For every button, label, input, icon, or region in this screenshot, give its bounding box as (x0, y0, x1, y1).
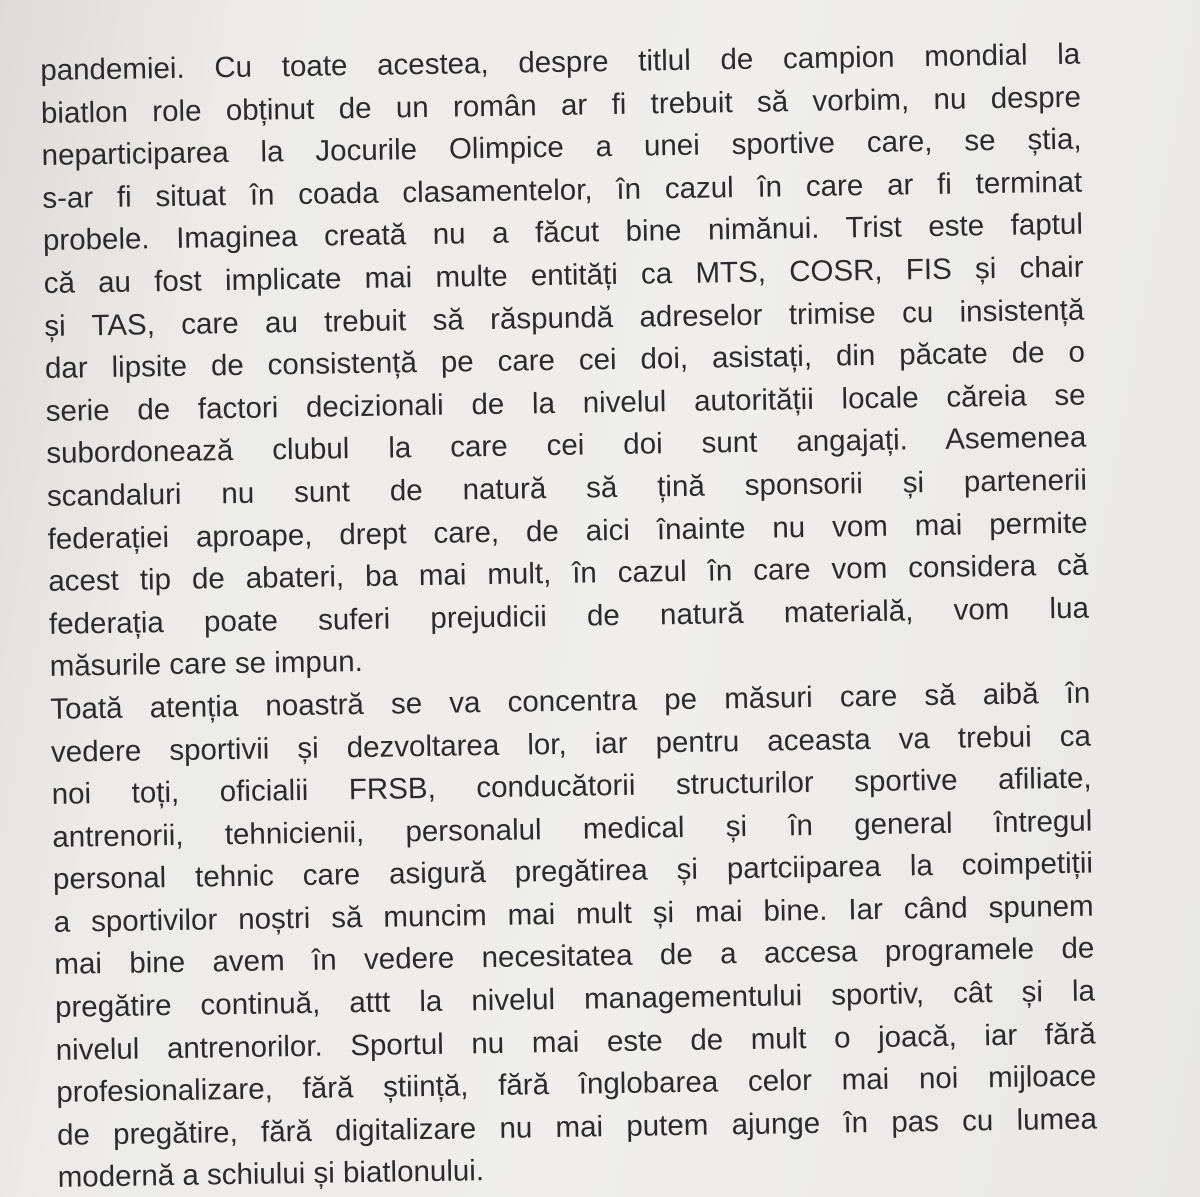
text-line: biatlon role obținut de un român ar fi trebuit să vorbim, nu despre (40, 80, 1082, 130)
text-line: de pregătire, fără digitalizare nu mai putem ajunge în pas cu lumea (56, 1102, 1098, 1152)
text-line: serie de factori decizionali de la nivelul autorității locale căreia se (45, 378, 1086, 428)
body-text (40, 34, 1098, 1197)
text-line: federației aproape, drept care, de aici înainte nu vom mai permite (47, 506, 1088, 556)
text-line: acest tip de abateri, ba mai mult, în cazul în care vom considera că (48, 548, 1089, 599)
text-line: pregătire continuă, attt la nivelul managementului sportiv, cât și la (54, 974, 1096, 1024)
text-line: personal tehnic care asigură pregătirea și partciiparea la coimpetiții (52, 846, 1094, 897)
text-line: scandaluri nu sunt de natură să țină sponsorii și partenerii (46, 463, 1088, 513)
text-line: a sportivilor noștri să muncim mai mult și mai bine. Iar când spunem (53, 889, 1094, 939)
text-line: și TAS, care au trebuit să răspundă adreselor trimise cu insistență (44, 293, 1085, 343)
text-line: s-ar fi situat în coada clasamentelor, în cazul în care ar fi terminat (42, 165, 1083, 215)
paragraph-2 (50, 672, 1098, 1197)
text-line: probele. Imaginea creată nu a făcut bine nimănui. Trist este faptul (42, 208, 1084, 258)
paragraph-1 (40, 34, 1090, 689)
text-line: măsurile care se impun. (49, 645, 364, 684)
text-line: dar lipsite de consistență pe care cei doi, asistați, din păcate de o (44, 335, 1086, 386)
text-line: Toată atenția noastră se va concentra pe măsuri care să aibă în (50, 676, 1091, 726)
text-line: profesionalizare, fără știință, fără înglobarea celor mai noi mijloace (56, 1059, 1097, 1110)
text-line: că au fost implicate mai multe entități ca MTS, COSR, FIS și chair (43, 250, 1084, 300)
text-line: antrenorii, tehnicienii, personalul medical și în general întregul (52, 804, 1093, 854)
text-line: nivelul antrenorilor. Sportul nu mai este de mult o joacă, iar fără (55, 1017, 1096, 1067)
text-line: modernă a schiului și biatlonului. (57, 1154, 485, 1195)
text-line: neparticiparea la Jocurile Olimpice a unei sportive care, se știa, (41, 122, 1082, 173)
text-line: subordonează clubul la care cei doi sunt angajați. Asemenea (46, 420, 1087, 471)
text-line: noi toți, oficialii FRSB, conducătorii structurilor sportive afiliate, (51, 761, 1092, 811)
text-line: federația poate suferi prejudicii de natură materială, vom lua (48, 591, 1090, 641)
text-line: vedere sportivii și dezvoltarea lor, iar pentru aceasta va trebui ca (50, 719, 1092, 769)
text-line: pandemiei. Cu toate acestea, despre titlul de campion mondial la (40, 37, 1081, 87)
text-line: mai bine avem în vedere necesitatea de a accesa programele de (54, 932, 1095, 982)
